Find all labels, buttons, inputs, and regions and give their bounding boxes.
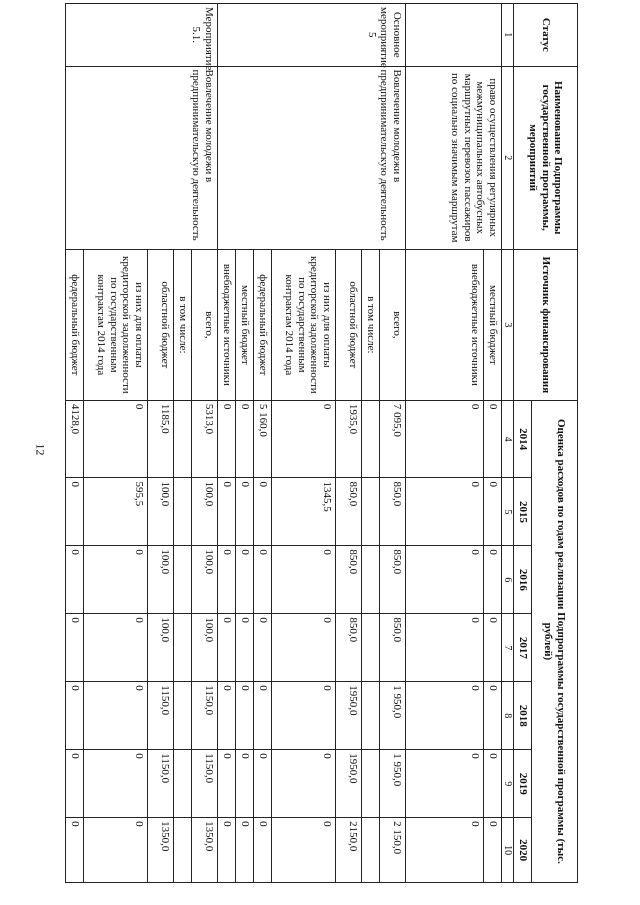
header-year: 2019 [514, 750, 532, 818]
value-cell: 1150,0 [148, 750, 174, 818]
status-cell: Основное мероприятие 5 [218, 4, 406, 67]
measure-name: Вовлечение молодежи в предпринимательскую деятельность [66, 66, 218, 249]
table-row [192, 4, 218, 883]
value-cell: 1185,0 [148, 400, 174, 478]
value-cell: 1350,0 [148, 818, 174, 883]
source-cell: всего, [192, 249, 218, 400]
source-cell: федеральный бюджет [254, 249, 272, 400]
value-cell: 0 [406, 400, 484, 478]
value-cell: 1150,0 [192, 750, 218, 818]
value-cell: 0 [254, 546, 272, 614]
header-status: Статус [514, 4, 578, 67]
column-number: 1 [502, 4, 514, 67]
value-cell: 1150,0 [192, 682, 218, 750]
value-cell: 0 [484, 818, 502, 883]
source-cell: местный бюджет [236, 249, 254, 400]
value-cell: 1950,0 [336, 682, 362, 750]
header-name: Наименование Подпрограммы государственной программы, мероприятий [514, 66, 578, 249]
value-cell: 0 [84, 614, 148, 682]
value-cell: 0 [84, 400, 148, 478]
value-cell: 0 [218, 614, 236, 682]
value-cell: 850,0 [336, 546, 362, 614]
value-cell: 0 [272, 818, 336, 883]
value-cell: 850,0 [336, 614, 362, 682]
value-cell: 4128,0 [66, 400, 84, 478]
value-cell: 1935,0 [336, 400, 362, 478]
value-cell: 100,0 [192, 546, 218, 614]
source-cell: местный бюджет [484, 249, 502, 400]
value-cell: 0 [406, 546, 484, 614]
value-cell: 0 [484, 682, 502, 750]
value-cell: 0 [254, 478, 272, 546]
value-cell: 0 [66, 478, 84, 546]
rotated-page [18, 3, 578, 883]
value-cell: 1150,0 [148, 682, 174, 750]
value-cell: 0 [406, 478, 484, 546]
source-cell: внебюджетные источники [406, 249, 484, 400]
value-cell: 1 950,0 [380, 682, 406, 750]
value-cell: 2150,0 [336, 818, 362, 883]
table-row [484, 4, 502, 883]
value-cell: 100,0 [148, 546, 174, 614]
value-cell [362, 400, 380, 478]
value-cell: 0 [254, 818, 272, 883]
value-cell [174, 682, 192, 750]
source-cell: из них для оплаты кредиторской задолженности по государственным контрактам 2014 года [272, 249, 336, 400]
value-cell: 5 160,0 [254, 400, 272, 478]
value-cell [174, 478, 192, 546]
value-cell [362, 478, 380, 546]
value-cell: 1350,0 [192, 818, 218, 883]
funding-table [65, 3, 578, 883]
value-cell: 850,0 [380, 614, 406, 682]
page-number: 12 [33, 443, 48, 456]
value-cell [174, 546, 192, 614]
value-cell: 0 [272, 546, 336, 614]
value-cell [362, 546, 380, 614]
value-cell: 0 [84, 546, 148, 614]
value-cell: 0 [484, 478, 502, 546]
value-cell: 0 [236, 818, 254, 883]
source-cell: в том числе: [174, 249, 192, 400]
value-cell: 0 [236, 400, 254, 478]
value-cell: 0 [484, 400, 502, 478]
column-number: 6 [502, 546, 514, 614]
value-cell: 0 [218, 682, 236, 750]
header-year: 2015 [514, 478, 532, 546]
value-cell: 0 [236, 478, 254, 546]
value-cell: 0 [406, 682, 484, 750]
header-year: 2014 [514, 400, 532, 478]
column-numbering-row [502, 4, 514, 883]
value-cell [362, 614, 380, 682]
value-cell: 0 [272, 750, 336, 818]
value-cell: 0 [254, 750, 272, 818]
header-estimate: Оценка расходов по годам реализации Подпрограммы государственной программы (тыс. рублей) [532, 400, 578, 882]
value-cell: 850,0 [380, 478, 406, 546]
value-cell: 0 [66, 682, 84, 750]
value-cell: 100,0 [148, 614, 174, 682]
value-cell: 595,5 [84, 478, 148, 546]
value-cell: 0 [484, 750, 502, 818]
value-cell: 0 [218, 818, 236, 883]
value-cell: 0 [218, 478, 236, 546]
value-cell: 0 [406, 750, 484, 818]
value-cell: 5313,0 [192, 400, 218, 478]
source-cell: федеральный бюджет [66, 249, 84, 400]
value-cell: 0 [66, 614, 84, 682]
status-cell [406, 4, 502, 67]
value-cell: 0 [66, 818, 84, 883]
column-number: 4 [502, 400, 514, 478]
value-cell [174, 400, 192, 478]
value-cell: 0 [236, 614, 254, 682]
header-source: Источник финансирования [514, 249, 578, 400]
value-cell: 0 [272, 614, 336, 682]
value-cell [174, 818, 192, 883]
header-year: 2016 [514, 546, 532, 614]
value-cell: 0 [84, 818, 148, 883]
value-cell: 7 095,0 [380, 400, 406, 478]
value-cell: 0 [66, 546, 84, 614]
source-cell: в том числе: [362, 249, 380, 400]
header-year: 2020 [514, 818, 532, 883]
column-number: 5 [502, 478, 514, 546]
value-cell: 1 950,0 [380, 750, 406, 818]
value-cell: 0 [484, 614, 502, 682]
value-cell: 0 [254, 682, 272, 750]
header-year: 2017 [514, 614, 532, 682]
value-cell: 0 [254, 614, 272, 682]
value-cell: 850,0 [380, 546, 406, 614]
value-cell: 0 [272, 400, 336, 478]
value-cell: 0 [84, 750, 148, 818]
value-cell [362, 818, 380, 883]
value-cell: 2 150,0 [380, 818, 406, 883]
source-cell: областной бюджет [148, 249, 174, 400]
column-number: 9 [502, 750, 514, 818]
column-number: 2 [502, 66, 514, 249]
value-cell: 0 [406, 818, 484, 883]
column-number: 7 [502, 614, 514, 682]
status-cell: Мероприятие 5.1. [66, 4, 218, 67]
table-row [380, 4, 406, 883]
value-cell: 0 [218, 546, 236, 614]
value-cell: 0 [84, 682, 148, 750]
value-cell: 850,0 [336, 478, 362, 546]
value-cell [174, 750, 192, 818]
value-cell: 0 [236, 750, 254, 818]
column-number: 3 [502, 249, 514, 400]
source-cell: всего, [380, 249, 406, 400]
value-cell: 0 [236, 546, 254, 614]
value-cell: 1950,0 [336, 750, 362, 818]
value-cell [174, 614, 192, 682]
value-cell: 0 [236, 682, 254, 750]
value-cell: 0 [484, 546, 502, 614]
source-cell: из них для оплаты кредиторской задолженности по государственным контрактам 2014 года [84, 249, 148, 400]
measure-name: Вовлечение молодежи в предпринимательскую деятельность [218, 66, 406, 249]
header-year: 2018 [514, 682, 532, 750]
source-cell: внебюджетные источники [218, 249, 236, 400]
value-cell: 100,0 [192, 614, 218, 682]
value-cell: 100,0 [192, 478, 218, 546]
source-cell: областной бюджет [336, 249, 362, 400]
column-number: 10 [502, 818, 514, 883]
value-cell: 1345,5 [272, 478, 336, 546]
value-cell: 0 [272, 682, 336, 750]
value-cell [362, 750, 380, 818]
value-cell: 0 [218, 750, 236, 818]
value-cell: 0 [66, 750, 84, 818]
value-cell: 0 [218, 400, 236, 478]
value-cell [362, 682, 380, 750]
value-cell: 0 [406, 614, 484, 682]
column-number: 8 [502, 682, 514, 750]
measure-name: право осуществления регулярных межмуниципальных автобусных маршрутных перевозок пассажиров по социально значимым маршрутам [406, 66, 502, 249]
value-cell: 100,0 [148, 478, 174, 546]
